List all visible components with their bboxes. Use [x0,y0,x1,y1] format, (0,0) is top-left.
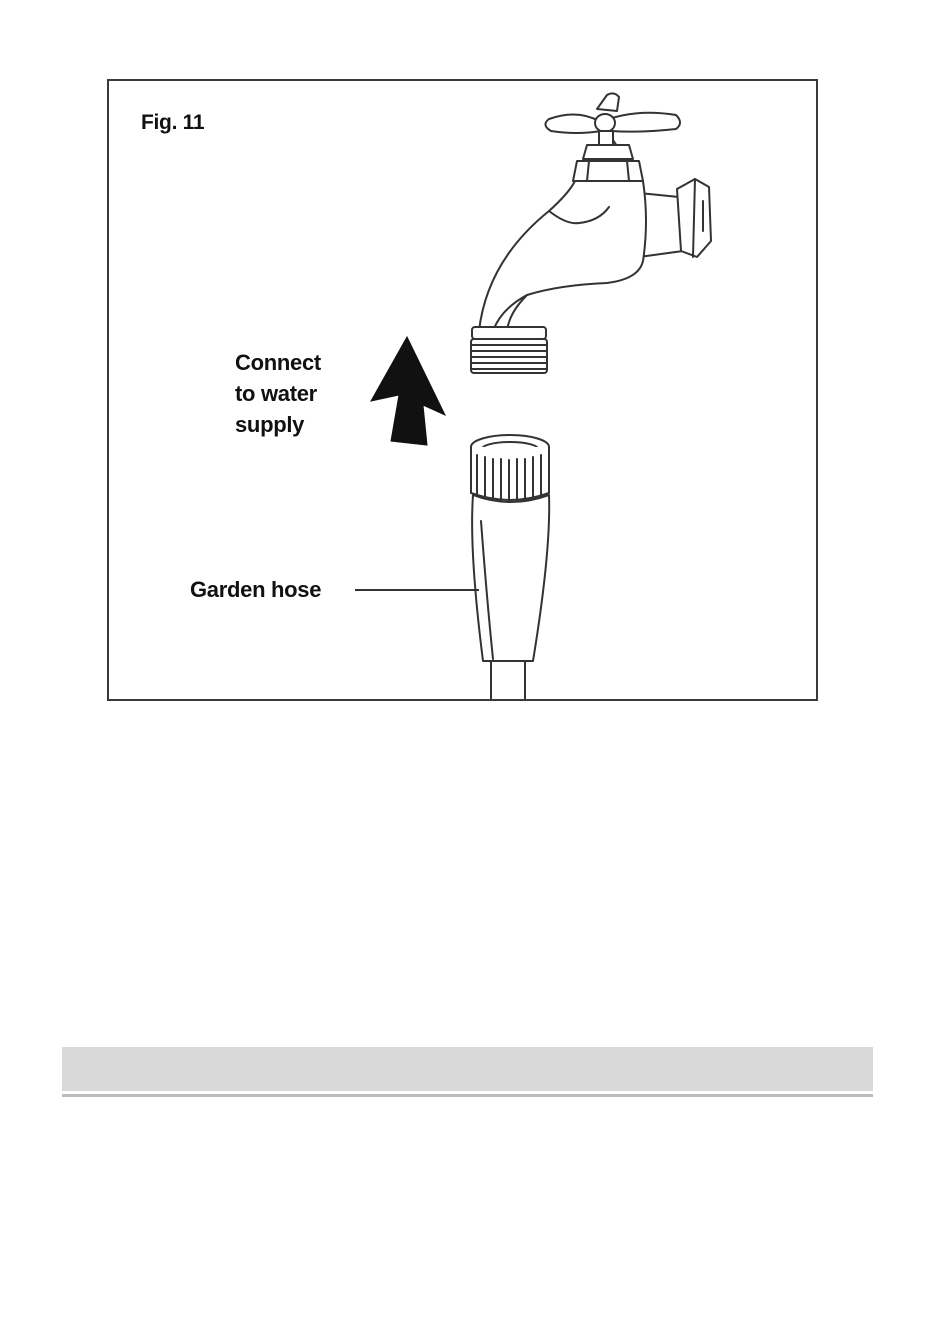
bonnet-nut [583,145,633,159]
spout-collar [472,327,546,339]
section-divider [62,1094,873,1097]
instruction-line: Connect [235,350,321,375]
instruction-line: to water [235,381,317,406]
garden-hose-label: Garden hose [190,577,322,602]
hex-nut [573,161,643,181]
figure-label: Fig. 11 [141,111,205,134]
figure-frame [107,79,818,701]
up-arrow-icon [371,337,445,445]
faucet-body [479,181,646,331]
section-header-bar [62,1047,873,1091]
hose-sleeve [472,495,549,661]
instruction-line: supply [235,412,305,437]
hose-connector [471,435,549,502]
faucet-thread [471,339,547,373]
faucet-illustration [109,81,816,699]
